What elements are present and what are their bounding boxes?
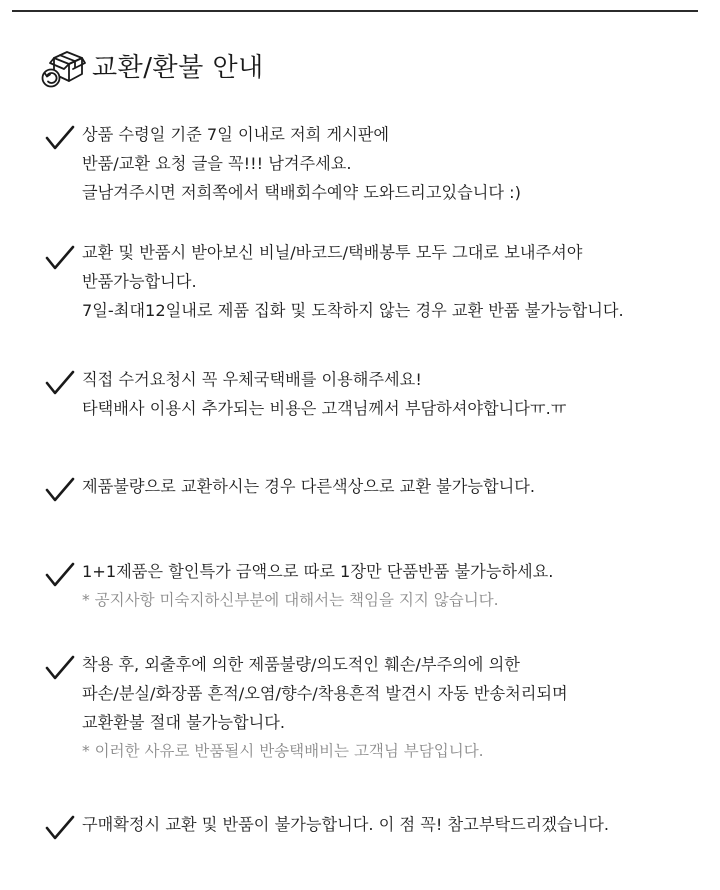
item-text: 구매확정시 교환 및 반품이 불가능합니다. 이 점 꼭! 참고부탁드리겠습니다.	[82, 815, 610, 834]
item-text: 교환환불 절대 불가능합니다.	[82, 713, 286, 732]
page-title: 교환/환불 안내	[92, 53, 264, 83]
item-note: * 이러한 사유로 반품될시 반송택배비는 고객님 부담입니다.	[82, 742, 484, 760]
item-text: 글남겨주시면 저희쪽에서 택배회수예약 도와드리고있습니다 :)	[82, 183, 521, 202]
check-icon	[44, 476, 80, 506]
item-text: 반품가능합니다.	[82, 272, 197, 291]
section-heading	[40, 46, 264, 90]
item-text: 타택배사 이용시 추가되는 비용은 고객님께서 부담하셔야합니다ㅠ.ㅠ	[82, 399, 567, 418]
check-icon	[44, 814, 80, 844]
box-return-icon	[40, 46, 86, 90]
check-icon	[44, 654, 80, 684]
check-icon	[44, 369, 80, 399]
check-icon	[44, 561, 80, 591]
item-text: 파손/분실/화장품 흔적/오염/향수/착용흔적 발견시 자동 반송처리되며	[82, 684, 568, 703]
item-text: 반품/교환 요청 글을 꼭!!! 남겨주세요.	[82, 154, 352, 173]
item-text: 상품 수령일 기준 7일 이내로 저희 게시판에	[82, 125, 390, 144]
item-note: * 공지사항 미숙지하신부분에 대해서는 책임을 지지 않습니다.	[82, 591, 499, 609]
item-text: 1+1제품은 할인특가 금액으로 따로 1장만 단품반품 불가능하세요.	[82, 562, 554, 581]
top-divider	[12, 10, 698, 12]
item-text: 착용 후, 외출후에 의한 제품불량/의도적인 훼손/부주의에 의한	[82, 655, 520, 674]
item-text: 7일-최대12일내로 제품 집화 및 도착하지 않는 경우 교환 반품 불가능합니다.	[82, 301, 624, 320]
item-text: 제품불량으로 교환하시는 경우 다른색상으로 교환 불가능합니다.	[82, 477, 536, 496]
check-icon	[44, 124, 80, 154]
item-text: 직접 수거요청시 꼭 우체국택배를 이용해주세요!	[82, 370, 422, 389]
check-icon	[44, 244, 80, 274]
item-text: 교환 및 반품시 받아보신 비닐/바코드/택배봉투 모두 그대로 보내주셔야	[82, 243, 583, 262]
